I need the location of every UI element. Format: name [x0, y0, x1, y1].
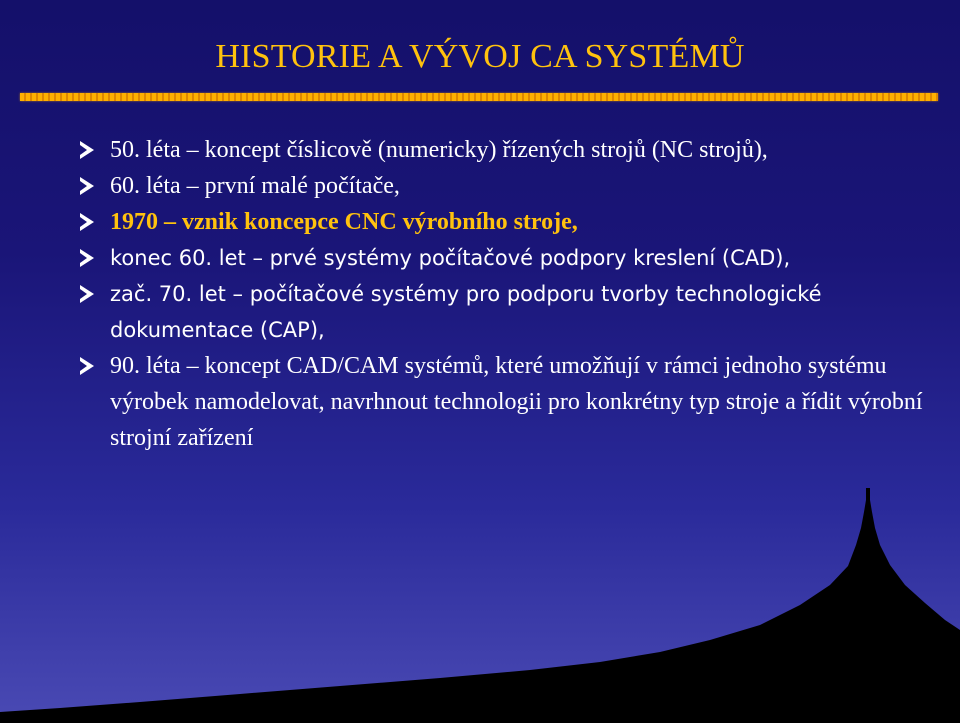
bullet-text: 1970 – vznik koncepce CNC výrobního stroje, [110, 209, 578, 235]
mountain-silhouette [0, 497, 960, 723]
bullet-text: zač. 70. let – počítačové systémy pro podporu tvorby technologické dokumentace (CAP), [110, 282, 822, 342]
bullet-text: 60. léta – první malé počítače, [110, 173, 400, 199]
bullet-text: 50. léta – koncept číslicově (numericky) řízených strojů (NC strojů), [110, 137, 768, 163]
slide-title: HISTORIE A VÝVOJ CA SYSTÉMŮ [215, 38, 745, 75]
bullet-text: konec 60. let – prvé systémy počítačové podpory kreslení (CAD), [110, 246, 791, 270]
tower-mast [866, 488, 870, 502]
bullet-text: 90. léta – koncept CAD/CAM systémů, které umožňují v rámci jednoho systému výrobek namodelovat, navrhnout technologii pro konkrétny typ stroje a řídit výrobní strojní zařízení [110, 353, 923, 451]
